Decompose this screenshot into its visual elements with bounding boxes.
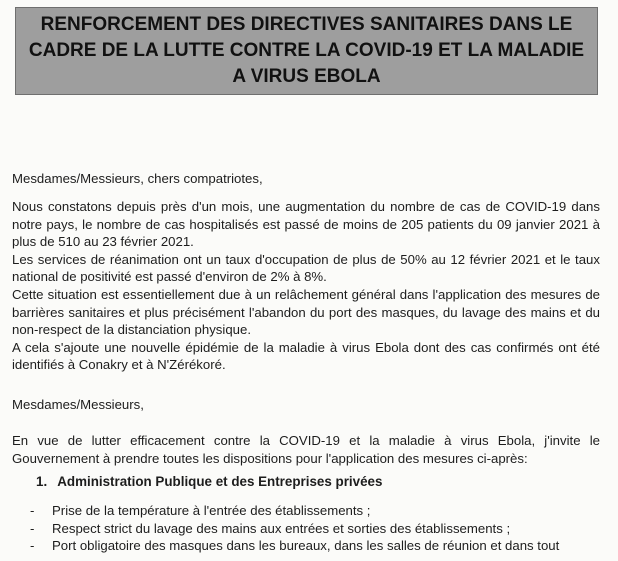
list-item [30,520,600,538]
bullet-dash: - [30,520,35,536]
salutation-2: Mesdames/Messieurs, [12,397,144,412]
list-item-text: Prise de la température à l'entrée des établissements ; [52,503,371,518]
list-item [30,537,600,555]
section-title: Administration Publique et des Entreprises privées [57,474,383,489]
bullet-dash: - [30,503,35,518]
bullet-dash: - [30,538,35,554]
document-title: RENFORCEMENT DES DIRECTIVES SANITAIRES DANS LE CADRE DE LA LUTTE CONTRE LA COVID-19 ET LA MALADIE A VIRUS EBOLA [28,14,585,87]
section-number: 1. [36,474,48,489]
list-item [30,502,600,520]
measures-list [30,502,600,555]
paragraph-icu-occupancy: Les services de réanimation ont un taux d'occupation de plus de 50% au 12 février 2021 et le taux national de positivité est passé d'environ de 2% à 8%. [12,251,600,285]
title-banner [15,7,598,95]
salutation: Mesdames/Messieurs, chers compatriotes, [12,171,263,186]
paragraph-ebola: A cela s'ajoute une nouvelle épidémie de la maladie à virus Ebola dont des cas confirmés ont été identifiés à Conakry et à N'Zérékoré. [12,339,600,373]
paragraph-relaxation: Cette situation est essentiellement due à un relâchement général dans l'application des mesures de barrières sanitaires et plus précisément l'abandon du port des masques, du lavage des mains et du non-respect de la distanciation physique. [12,286,600,338]
paragraph-case-increase: Nous constatons depuis près d'un mois, une augmentation du nombre de cas de COVID-19 dans notre pays, le nombre de cas hospitalisés est passé de moins de 205 patients du 09 janvier 2021 à plus de 510 au 23 février 2021. [12,199,600,250]
list-item-text: Port obligatoire des masques dans les bureaux, dans les salles de réunion et dans tout [52,538,560,554]
section-heading [36,474,382,489]
intro-block [12,198,600,374]
call-paragraph: En vue de lutter efficacement contre la COVID-19 et la maladie à virus Ebola, j'invite le Gouvernement à prendre toutes les dispositions pour l'application des mesures ci-après: [12,433,600,466]
list-item-text: Respect strict du lavage des mains aux entrées et sorties des établissements ; [52,520,511,536]
